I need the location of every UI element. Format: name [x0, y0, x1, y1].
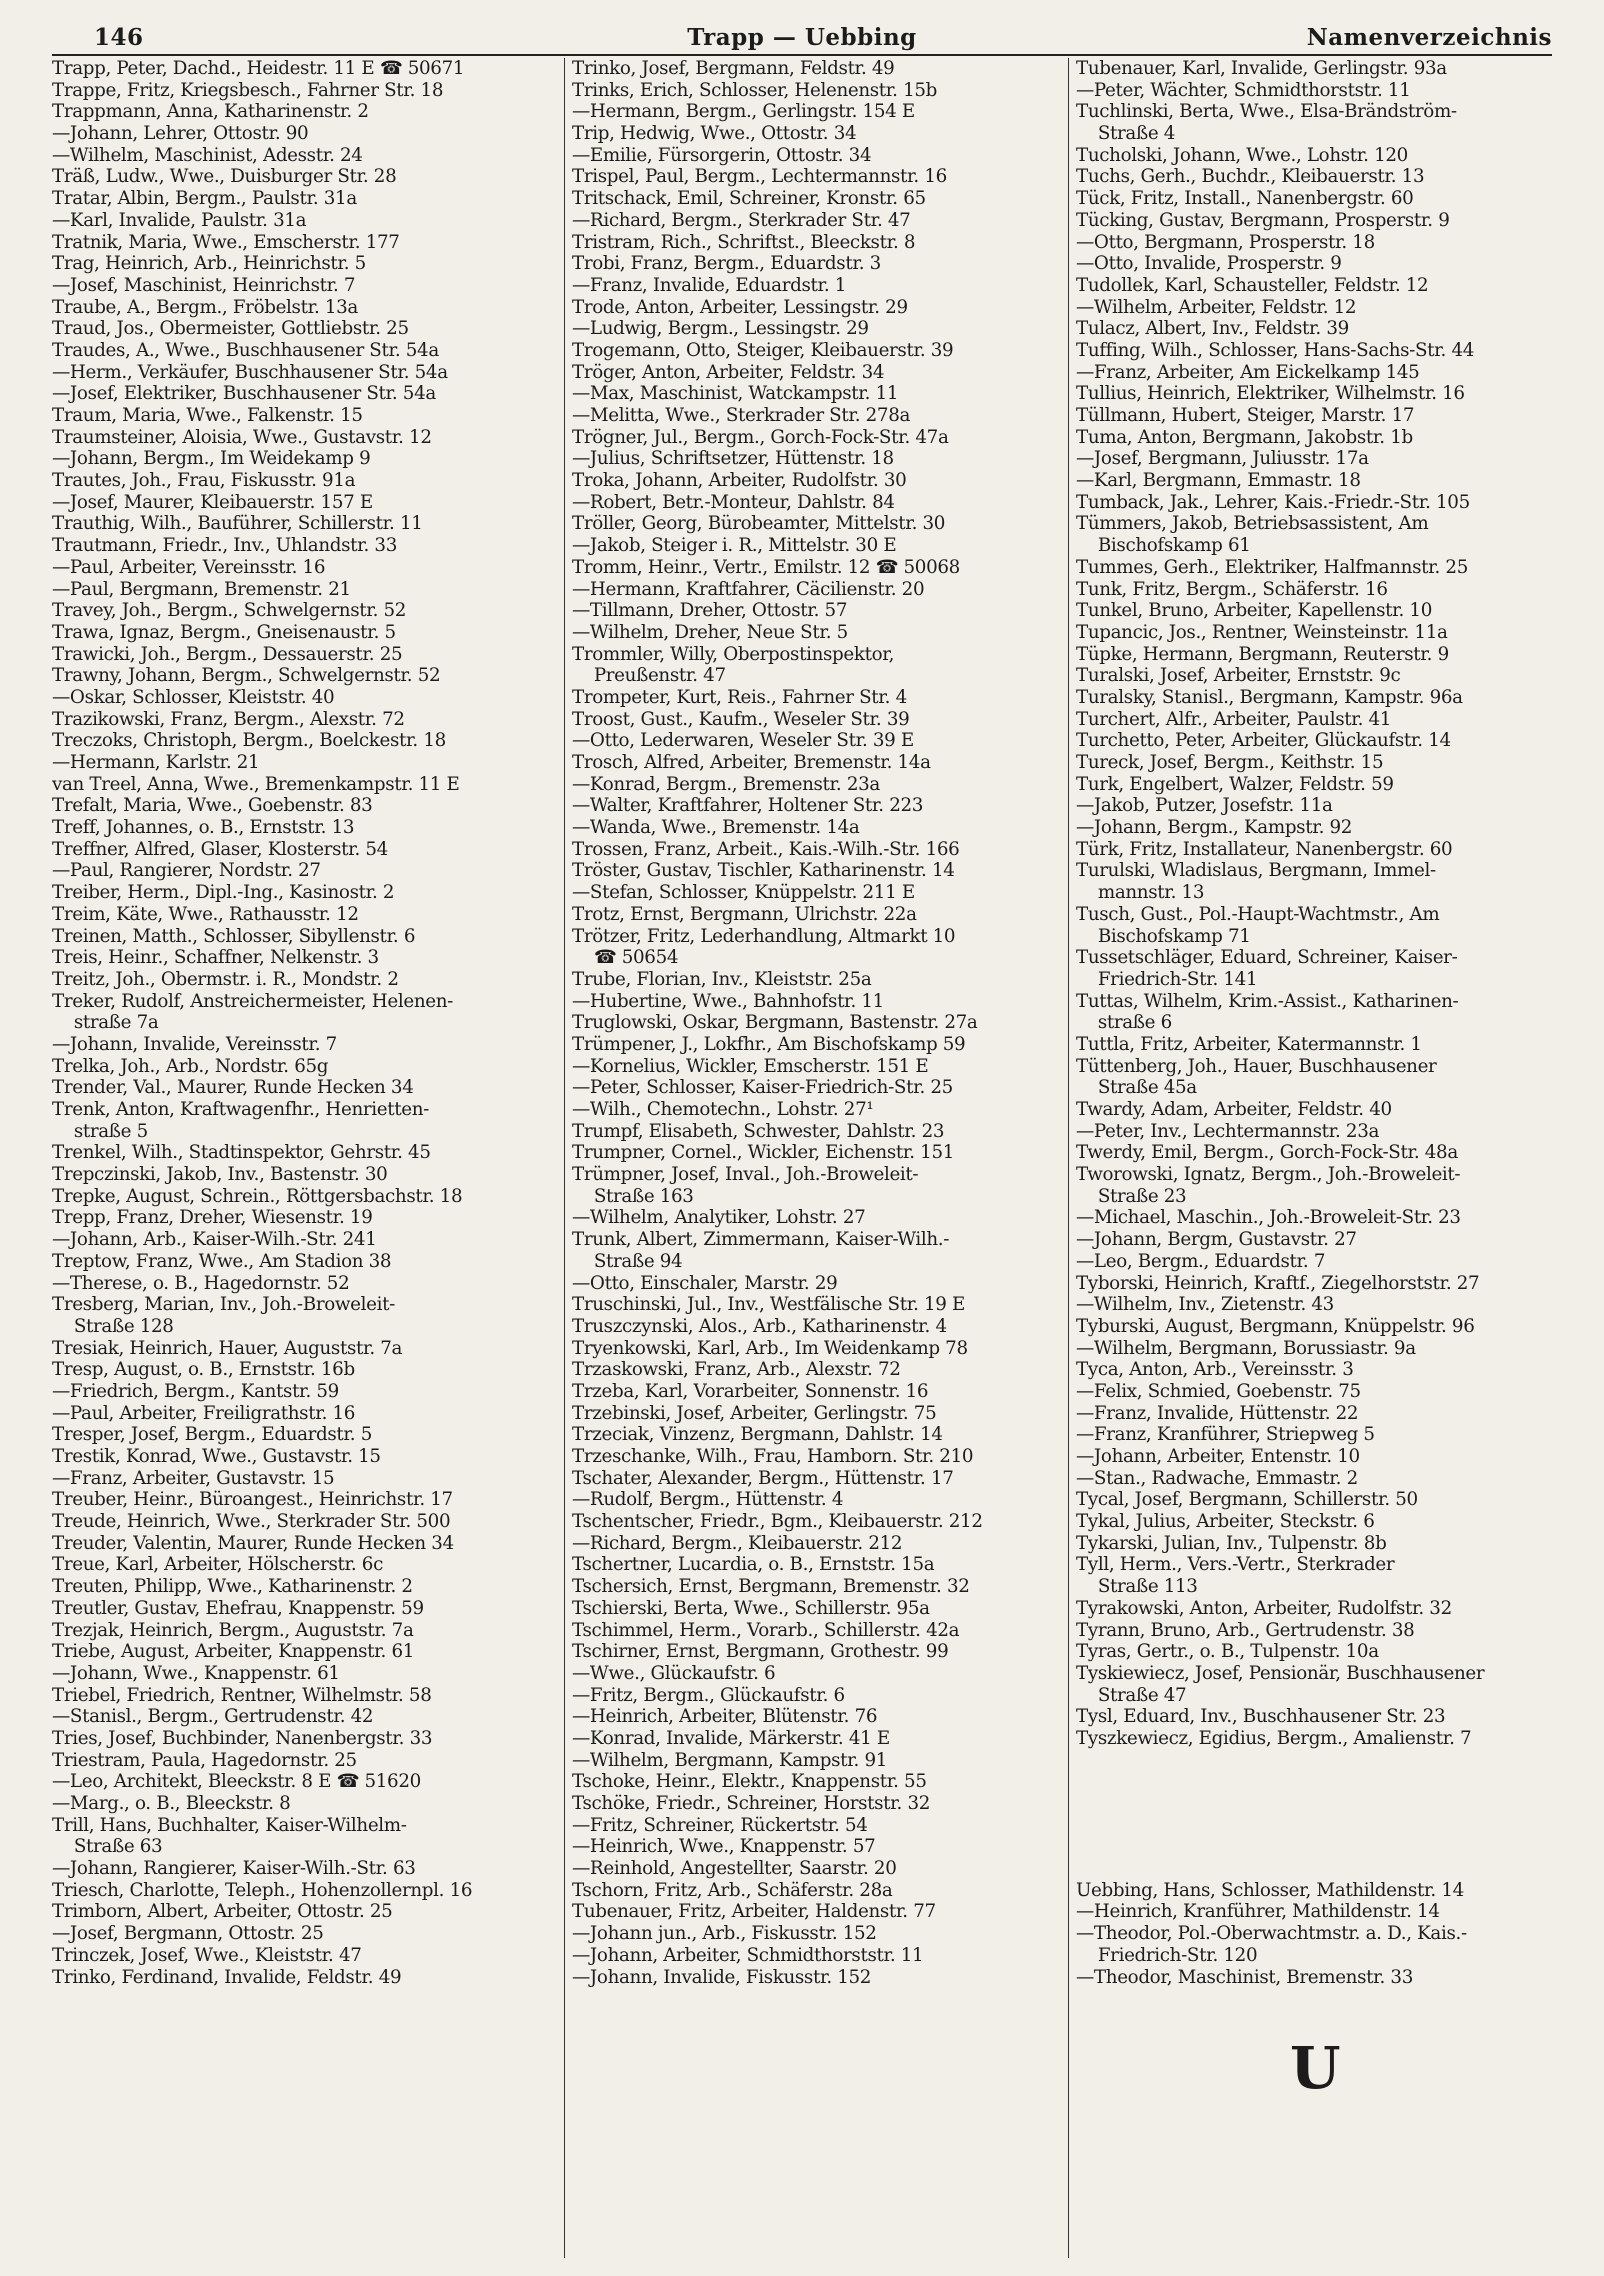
directory-entry: —Hermann, Kraftfahrer, Cäcilienstr. 20: [572, 578, 925, 600]
directory-entry: Troost, Gust., Kaufm., Weseler Str. 39: [572, 708, 910, 730]
directory-entry: van Treel, Anna, Wwe., Bremenkampstr. 11 E: [52, 773, 460, 795]
directory-entry: Straße 4: [1076, 123, 1176, 145]
directory-entry: Tuma, Anton, Bergmann, Jakobstr. 1b: [1076, 426, 1413, 448]
directory-entry: Triebel, Friedrich, Rentner, Wilhelmstr. 58: [52, 1684, 432, 1706]
directory-entry: Trzeba, Karl, Vorarbeiter, Sonnenstr. 16: [572, 1380, 929, 1402]
directory-entry: Trumpner, Cornel., Wickler, Eichenstr. 151: [572, 1142, 955, 1164]
directory-entry: Tysl, Eduard, Inv., Buschhausener Str. 23: [1076, 1706, 1446, 1728]
directory-entry: —Wilhelm, Analytiker, Lohstr. 27: [572, 1207, 866, 1229]
directory-entry: Tykarski, Julian, Inv., Tulpenstr. 8b: [1076, 1532, 1387, 1554]
directory-entry: Trestik, Konrad, Wwe., Gustavstr. 15: [52, 1446, 381, 1467]
directory-entry: Treude, Heinrich, Wwe., Sterkrader Str. 500: [52, 1511, 451, 1533]
directory-entry: Tüpke, Hermann, Bergmann, Reuterstr. 9: [1076, 643, 1449, 665]
directory-entry: Treffner, Alfred, Glaser, Klosterstr. 54: [52, 838, 388, 860]
directory-entry: —Heinrich, Arbeiter, Blütenstr. 76: [572, 1706, 878, 1728]
directory-entry: Trötzer, Fritz, Lederhandlung, Altmarkt 10: [572, 925, 956, 947]
directory-entry: —Wilh., Chemotechn., Lohstr. 27¹: [572, 1099, 874, 1120]
directory-entry: —Johann, Invalide, Vereinsstr. 7: [52, 1033, 337, 1055]
entries-column-2: [572, 58, 1086, 2268]
directory-entry: Tyszkewiecz, Egidius, Bergm., Amalienstr. 7: [1076, 1727, 1472, 1749]
directory-entry: —Franz, Arbeiter, Am Eickelkamp 145: [1076, 361, 1420, 383]
directory-entry: Turalsky, Stanisl., Bergmann, Kampstr. 96a: [1076, 686, 1463, 708]
directory-entry: Straße 113: [1076, 1576, 1198, 1598]
directory-entry: Turchetto, Peter, Arbeiter, Glückaufstr. 14: [1076, 730, 1451, 752]
directory-entry: Treue, Karl, Arbeiter, Hölscherstr. 6c: [52, 1554, 383, 1576]
directory-entry: —Otto, Invalide, Prosperstr. 9: [1076, 253, 1342, 275]
directory-entry: —Hermann, Karlstr. 21: [52, 752, 260, 773]
directory-entry: Straße 163: [572, 1185, 694, 1207]
directory-entry: Tyrakowski, Anton, Arbeiter, Rudolfstr. 32: [1076, 1597, 1452, 1619]
directory-entry: Trelka, Joh., Arb., Nordstr. 65g: [52, 1055, 329, 1077]
directory-entry: Tyburski, August, Bergmann, Knüppelstr. 96: [1076, 1315, 1475, 1337]
directory-entry: Trepczinski, Jakob, Inv., Bastenstr. 30: [52, 1164, 388, 1186]
directory-entry: Tusch, Gust., Pol.-Haupt-Wachtmstr., Am: [1076, 903, 1440, 925]
directory-entry: Tschersich, Ernst, Bergmann, Bremenstr. 32: [572, 1576, 970, 1598]
directory-entry: —Johann, Bergm., Im Weidekamp 9: [52, 448, 371, 470]
directory-entry: Tschirner, Ernst, Bergmann, Grothestr. 99: [572, 1641, 949, 1663]
directory-entry: straße 5: [52, 1120, 148, 1142]
directory-entry: —Kornelius, Wickler, Emscherstr. 151 E: [572, 1055, 929, 1077]
directory-entry: Tromm, Heinr., Vertr., Emilstr. 12 ☎ 50068: [572, 556, 960, 578]
directory-entry: Trawa, Ignaz, Bergm., Gneisenaustr. 5: [52, 621, 396, 643]
directory-entry: Treker, Rudolf, Anstreichermeister, Helenen-: [52, 990, 453, 1012]
directory-entry: —Tillmann, Dreher, Ottostr. 57: [572, 600, 848, 622]
directory-entry: —Max, Maschinist, Watckampstr. 11: [572, 383, 899, 405]
directory-entry: Truszczynski, Alos., Arb., Katharinenstr. 4: [572, 1315, 947, 1337]
directory-entry: —Hubertine, Wwe., Bahnhofstr. 11: [572, 990, 884, 1012]
directory-entry: Trefalt, Maria, Wwe., Goebenstr. 83: [52, 795, 373, 817]
directory-entry: Truschinski, Jul., Inv., Westfälische Str. 19 E: [572, 1294, 966, 1316]
directory-entry: —Fritz, Schreiner, Rückertstr. 54: [572, 1814, 868, 1836]
directory-entry: —Marg., o. B., Bleeckstr. 8: [52, 1793, 291, 1814]
directory-entry: Travey, Joh., Bergm., Schwelgernstr. 52: [52, 600, 407, 622]
directory-entry: Trautes, Joh., Frau, Fiskusstr. 91a: [52, 470, 356, 492]
directory-entry: Trispel, Paul, Bergm., Lechtermannstr. 16: [572, 166, 947, 188]
directory-entry: Treiber, Herm., Dipl.-Ing., Kasinostr. 2: [52, 882, 395, 904]
directory-entry: Tunk, Fritz, Bergm., Schäferstr. 16: [1076, 578, 1388, 600]
directory-entry: Tresiak, Heinrich, Hauer, Auguststr. 7a: [52, 1337, 403, 1359]
directory-entry: Tyskiewiecz, Josef, Pensionär, Buschhausener: [1076, 1662, 1485, 1684]
directory-entry: —Robert, Betr.-Monteur, Dahlstr. 84: [572, 491, 895, 513]
directory-entry: Tyras, Gertr., o. B., Tulpenstr. 10a: [1076, 1641, 1379, 1663]
directory-entry: Treim, Käte, Wwe., Rathausstr. 12: [52, 903, 359, 925]
directory-entry: Tüttenberg, Joh., Hauer, Buschhausener: [1076, 1055, 1437, 1077]
directory-entry: Treptow, Franz, Wwe., Am Stadion 38: [52, 1250, 392, 1272]
directory-entry: Friedrich-Str. 120: [1076, 1944, 1258, 1966]
directory-entry: Trenkel, Wilh., Stadtinspektor, Gehrstr. 45: [52, 1142, 431, 1164]
directory-entry: Tschierski, Berta, Wwe., Schillerstr. 95a: [572, 1597, 930, 1619]
directory-entry: —Konrad, Invalide, Märkerstr. 41 E: [572, 1727, 890, 1749]
directory-entry: —Johann, Invalide, Fiskusstr. 152: [572, 1966, 872, 1988]
directory-entry: —Walter, Kraftfahrer, Holtener Str. 223: [572, 795, 924, 817]
directory-entry: Trawicki, Joh., Bergm., Dessauerstr. 25: [52, 643, 403, 665]
directory-entry: Bischofskamp 61: [1076, 535, 1251, 557]
directory-entry: —Paul, Arbeiter, Vereinsstr. 16: [52, 556, 326, 578]
directory-entry: —Paul, Arbeiter, Freiligrathstr. 16: [52, 1402, 356, 1424]
directory-entry: Tumback, Jak., Lehrer, Kais.-Friedr.-Str. 105: [1076, 491, 1470, 513]
directory-entry: Tüllmann, Hubert, Steiger, Marstr. 17: [1076, 405, 1415, 426]
directory-entry: Trompeter, Kurt, Reis., Fahrner Str. 4: [572, 686, 907, 708]
directory-entry: Trappmann, Anna, Katharinenstr. 2: [52, 101, 369, 123]
directory-entry: —Oskar, Schlosser, Kleiststr. 40: [52, 686, 335, 708]
directory-entry: —Paul, Rangierer, Nordstr. 27: [52, 860, 321, 882]
directory-entry: Trümpner, Josef, Inval., Joh.-Broweleit-: [572, 1164, 919, 1186]
directory-entry: Triesch, Charlotte, Teleph., Hohenzollernpl. 16: [52, 1879, 473, 1901]
directory-entry: Preußenstr. 47: [572, 665, 726, 687]
directory-entry: Tschöke, Friedr., Schreiner, Horststr. 32: [572, 1793, 931, 1814]
directory-entry: Turulski, Wladislaus, Bergmann, Immel-: [1076, 860, 1436, 882]
directory-entry: —Theodor, Maschinist, Bremenstr. 33: [1076, 1966, 1413, 1988]
directory-entry: Tristram, Rich., Schriftst., Bleeckstr. 8: [572, 231, 916, 253]
directory-entry: —Wilhelm, Bergmann, Borussiastr. 9a: [1076, 1337, 1416, 1359]
directory-entry: —Emilie, Fürsorgerin, Ottostr. 34: [572, 144, 872, 166]
directory-entry: ☎ 50654: [572, 947, 679, 969]
directory-entry: Tussetschläger, Eduard, Schreiner, Kaiser-: [1076, 947, 1458, 969]
directory-entry: Tupancic, Jos., Rentner, Weinsteinstr. 11a: [1076, 621, 1448, 643]
header-rule: [52, 54, 1552, 56]
directory-entry: Tucholski, Johann, Wwe., Lohstr. 120: [1076, 144, 1408, 166]
directory-entry: Trögner, Jul., Bergm., Gorch-Fock-Str. 47a: [572, 426, 949, 448]
directory-entry: Trommler, Willy, Oberpostinspektor,: [572, 643, 895, 665]
directory-entry: Tullius, Heinrich, Elektriker, Wilhelmstr. 16: [1076, 383, 1465, 405]
directory-entry: Triestram, Paula, Hagedornstr. 25: [52, 1749, 357, 1771]
directory-entry: Tyrann, Bruno, Arb., Gertrudenstr. 38: [1076, 1619, 1415, 1641]
directory-entry: —Johann, Rangierer, Kaiser-Wilh.-Str. 63: [52, 1858, 416, 1880]
directory-entry: —Peter, Wächter, Schmidthorststr. 11: [1076, 79, 1411, 101]
directory-entry: Treuder, Valentin, Maurer, Runde Hecken 34: [52, 1532, 454, 1554]
directory-entry: —Josef, Bergmann, Ottostr. 25: [52, 1923, 324, 1945]
directory-entry: Trzeschanke, Wilh., Frau, Hamborn. Str. 210: [572, 1446, 974, 1467]
directory-entry: Trepke, August, Schrein., Röttgersbachstr. 18: [52, 1185, 463, 1207]
directory-entry: Trenk, Anton, Kraftwagenfhr., Henrietten-: [52, 1099, 429, 1120]
directory-entry: Trautmann, Friedr., Inv., Uhlandstr. 33: [52, 535, 397, 557]
directory-entry: Turalski, Josef, Arbeiter, Ernststr. 9c: [1076, 665, 1401, 687]
directory-entry: Friedrich-Str. 141: [1076, 968, 1258, 990]
directory-entry: Trepp, Franz, Dreher, Wiesenstr. 19: [52, 1207, 373, 1229]
directory-entry: Straße 47: [1076, 1684, 1187, 1706]
directory-entry: —Otto, Bergmann, Prosperstr. 18: [1076, 231, 1375, 253]
directory-entry: Tubenauer, Fritz, Arbeiter, Haldenstr. 77: [572, 1901, 936, 1923]
directory-entry: Troka, Johann, Arbeiter, Rudolfstr. 30: [572, 470, 907, 492]
directory-entry: Trapp, Peter, Dachd., Heidestr. 11 E ☎ 50671: [52, 58, 465, 79]
directory-entry: —Reinhold, Angestellter, Saarstr. 20: [572, 1858, 897, 1880]
directory-entry: Tuttla, Fritz, Arbeiter, Katermannstr. 1: [1076, 1033, 1422, 1055]
directory-entry: —Herm., Verkäufer, Buschhausener Str. 54a: [52, 361, 448, 383]
directory-entry: Tresper, Josef, Bergm., Eduardstr. 5: [52, 1424, 373, 1446]
directory-entry: —Wilhelm, Maschinist, Adesstr. 24: [52, 144, 363, 166]
directory-entry: Trinko, Josef, Bergmann, Feldstr. 49: [572, 58, 895, 79]
directory-entry: Straße 23: [1076, 1185, 1187, 1207]
directory-entry: Tyborski, Heinrich, Kraftf., Ziegelhorststr. 27: [1076, 1272, 1480, 1294]
directory-entry: —Wanda, Wwe., Bremenstr. 14a: [572, 817, 860, 839]
directory-entry: Trazikowski, Franz, Bergm., Alexstr. 72: [52, 708, 405, 730]
directory-entry: Tuffing, Wilh., Schlosser, Hans-Sachs-Str. 44: [1076, 339, 1475, 361]
directory-entry: Straße 63: [52, 1836, 163, 1858]
directory-entry: Tuchs, Gerh., Buchdr., Kleibauerstr. 13: [1076, 166, 1425, 188]
entries-column-3: [1076, 58, 1554, 2268]
directory-entry: Trezjak, Heinrich, Bergm., Auguststr. 7a: [52, 1619, 414, 1641]
directory-entry: Tuchlinski, Berta, Wwe., Elsa-Brändström-: [1076, 101, 1457, 123]
directory-entry: Straße 94: [572, 1250, 683, 1272]
directory-entry: Tröller, Georg, Bürobeamter, Mittelstr. 30: [572, 513, 946, 535]
directory-entry: —Rudolf, Bergm., Hüttenstr. 4: [572, 1489, 844, 1511]
directory-entry: Tück, Fritz, Install., Nanenbergstr. 60: [1076, 188, 1414, 210]
directory-entry: —Konrad, Bergm., Bremenstr. 23a: [572, 773, 880, 795]
directory-entry: Traud, Jos., Obermeister, Gottliebstr. 25: [52, 318, 409, 340]
directory-entry: Tresberg, Marian, Inv., Joh.-Broweleit-: [52, 1294, 395, 1316]
directory-entry: Tresp, August, o. B., Ernststr. 16b: [52, 1359, 355, 1381]
directory-entry: —Heinrich, Kranführer, Mathildenstr. 14: [1076, 1901, 1440, 1923]
directory-entry: —Leo, Bergm., Eduardstr. 7: [1076, 1250, 1326, 1272]
directory-entry: [1076, 1771, 1554, 1793]
directory-entry: —Jakob, Putzer, Josefstr. 11a: [1076, 795, 1333, 817]
directory-entry: —Ludwig, Bergm., Lessingstr. 29: [572, 318, 869, 340]
directory-entry: —Josef, Bergmann, Juliusstr. 17a: [1076, 448, 1369, 470]
directory-entry: —Otto, Einschaler, Marstr. 29: [572, 1272, 838, 1294]
directory-entry: Tuttas, Wilhelm, Krim.-Assist., Katharinen-: [1076, 990, 1459, 1012]
directory-entry: Trzebinski, Josef, Arbeiter, Gerlingstr. 75: [572, 1402, 937, 1424]
directory-entry: Straße 128: [52, 1315, 174, 1337]
directory-entry: [1076, 1815, 1554, 1837]
directory-entry: Trobi, Franz, Bergm., Eduardstr. 3: [572, 253, 881, 275]
directory-entry: Uebbing, Hans, Schlosser, Mathildenstr. 14: [1076, 1879, 1464, 1901]
directory-entry: mannstr. 13: [1076, 882, 1205, 904]
directory-entry: —Peter, Inv., Lechtermannstr. 23a: [1076, 1120, 1380, 1142]
directory-entry: Tyll, Herm., Vers.-Vertr., Sterkrader: [1076, 1554, 1395, 1576]
directory-entry: —Johann, Arbeiter, Entenstr. 10: [1076, 1446, 1360, 1467]
directory-entry: Trossen, Franz, Arbeit., Kais.-Wilh.-Str. 166: [572, 838, 960, 860]
directory-entry: —Heinrich, Wwe., Knappenstr. 57: [572, 1836, 876, 1858]
directory-entry: Traube, A., Bergm., Fröbelstr. 13a: [52, 296, 358, 318]
directory-entry: Tworowski, Ignatz, Bergm., Joh.-Broweleit-: [1076, 1164, 1461, 1186]
directory-entry: —Wwe., Glückaufstr. 6: [572, 1662, 776, 1684]
directory-entry: Triebe, August, Arbeiter, Knappenstr. 61: [52, 1641, 415, 1663]
directory-entry: Trode, Anton, Arbeiter, Lessingstr. 29: [572, 296, 908, 318]
directory-entry: Tümmers, Jakob, Betriebsassistent, Am: [1076, 513, 1429, 535]
directory-entry: Trogemann, Otto, Steiger, Kleibauerstr. 39: [572, 339, 954, 361]
directory-entry: Trinko, Ferdinand, Invalide, Feldstr. 49: [52, 1966, 402, 1988]
directory-entry: Turk, Engelbert, Walzer, Feldstr. 59: [1076, 773, 1394, 795]
directory-entry: —Wilhelm, Arbeiter, Feldstr. 12: [1076, 296, 1357, 318]
entries-column-1: [52, 58, 566, 2268]
directory-entry: Treuten, Philipp, Wwe., Katharinenstr. 2: [52, 1576, 413, 1598]
directory-entry: —Wilhelm, Bergmann, Kampstr. 91: [572, 1749, 888, 1771]
directory-entry: Turchert, Alfr., Arbeiter, Paulstr. 41: [1076, 708, 1392, 730]
directory-entry: Trill, Hans, Buchhalter, Kaiser-Wilhelm-: [52, 1814, 407, 1836]
directory-entry: Twerdy, Emil, Bergm., Gorch-Fock-Str. 48a: [1076, 1142, 1458, 1164]
directory-entry: Traudes, A., Wwe., Buschhausener Str. 54a: [52, 339, 439, 361]
directory-entry: Tykal, Julius, Arbeiter, Steckstr. 6: [1076, 1511, 1375, 1533]
directory-entry: Trunk, Albert, Zimmermann, Kaiser-Wilh.-: [572, 1229, 950, 1251]
directory-entry: Tschimmel, Herm., Vorarb., Schillerstr. 42a: [572, 1619, 960, 1641]
directory-entry: —Therese, o. B., Hagedornstr. 52: [52, 1272, 350, 1294]
directory-entry: —Theodor, Pol.-Oberwachtmstr. a. D., Kais.-: [1076, 1923, 1467, 1945]
directory-entry: Trimborn, Albert, Arbeiter, Ottostr. 25: [52, 1901, 393, 1923]
directory-entry: —Michael, Maschin., Joh.-Broweleit-Str. 23: [1076, 1207, 1461, 1229]
directory-entry: [1076, 1836, 1554, 1858]
directory-entry: —Melitta, Wwe., Sterkrader Str. 278a: [572, 405, 911, 426]
directory-entry: —Franz, Invalide, Hüttenstr. 22: [1076, 1402, 1359, 1424]
page-range-title: Trapp — Uebbing: [687, 24, 917, 51]
directory-entry: Tschoke, Heinr., Elektr., Knappenstr. 55: [572, 1771, 927, 1793]
directory-entry: —Johann, Bergm., Kampstr. 92: [1076, 817, 1353, 839]
directory-entry: Tubenauer, Karl, Invalide, Gerlingstr. 93a: [1076, 58, 1447, 79]
directory-entry: Trinks, Erich, Schlosser, Helenenstr. 15b: [572, 79, 938, 101]
directory-entry: Treinen, Matth., Schlosser, Sibyllenstr. 6: [52, 925, 416, 947]
directory-entry: —Jakob, Steiger i. R., Mittelstr. 30 E: [572, 535, 897, 557]
directory-entry: Trappe, Fritz, Kriegsbesch., Fahrner Str. 18: [52, 79, 444, 101]
directory-entry: [1076, 1793, 1554, 1815]
directory-entry: Trauthig, Wilh., Bauführer, Schillerstr. 11: [52, 513, 423, 535]
directory-entry: Tritschack, Emil, Schreiner, Kronstr. 65: [572, 188, 926, 210]
directory-entry: Tschentscher, Friedr., Bgm., Kleibauerstr. 212: [572, 1511, 983, 1533]
directory-entry: Trotz, Ernst, Bergmann, Ulrichstr. 22a: [572, 903, 917, 925]
directory-entry: Tries, Josef, Buchbinder, Nanenbergstr. 33: [52, 1727, 433, 1749]
directory-entry: —Leo, Architekt, Bleeckstr. 8 E ☎ 51620: [52, 1771, 421, 1793]
directory-entry: Treutler, Gustav, Ehefrau, Knappenstr. 59: [52, 1597, 424, 1619]
directory-entry: —Stefan, Schlosser, Knüppelstr. 211 E: [572, 882, 915, 904]
directory-entry: —Wilhelm, Dreher, Neue Str. 5: [572, 621, 848, 643]
directory-entry: —Paul, Bergmann, Bremenstr. 21: [52, 578, 351, 600]
directory-entry: Tschater, Alexander, Bergm., Hüttenstr. 17: [572, 1467, 954, 1489]
directory-entry: [1076, 1858, 1554, 1880]
directory-entry: Trinczek, Josef, Wwe., Kleiststr. 47: [52, 1944, 362, 1966]
directory-entry: Treczoks, Christoph, Bergm., Boelckestr. 18: [52, 730, 446, 752]
directory-entry: Trube, Florian, Inv., Kleiststr. 25a: [572, 968, 872, 990]
directory-entry: [1076, 1750, 1554, 1772]
directory-entry: Tunkel, Bruno, Arbeiter, Kapellenstr. 10: [1076, 600, 1432, 622]
directory-entry: Trumpf, Elisabeth, Schwester, Dahlstr. 23: [572, 1120, 945, 1142]
directory-entry: —Johann jun., Arb., Fiskusstr. 152: [572, 1923, 877, 1945]
directory-entry: Truglowski, Oskar, Bergmann, Bastenstr. 27a: [572, 1012, 978, 1034]
directory-entry: —Stanisl., Bergm., Gertrudenstr. 42: [52, 1706, 374, 1728]
directory-entry: —Karl, Bergmann, Emmastr. 18: [1076, 470, 1361, 492]
directory-entry: Treitz, Joh., Obermstr. i. R., Mondstr. 2: [52, 968, 399, 990]
directory-entry: —Peter, Schlosser, Kaiser-Friedrich-Str. 25: [572, 1077, 953, 1099]
directory-entry: —Johann, Arb., Kaiser-Wilh.-Str. 241: [52, 1229, 377, 1251]
section-letter: U: [1290, 2034, 1341, 2102]
directory-entry: —Josef, Elektriker, Buschhausener Str. 54a: [52, 383, 436, 405]
directory-entry: —Friedrich, Bergm., Kantstr. 59: [52, 1380, 339, 1402]
directory-entry: Türk, Fritz, Installateur, Nanenbergstr. 60: [1076, 838, 1453, 860]
directory-entry: Straße 45a: [1076, 1077, 1197, 1099]
directory-entry: straße 6: [1076, 1012, 1172, 1034]
directory-entry: Traumsteiner, Aloisia, Wwe., Gustavstr. 12: [52, 426, 432, 448]
directory-entry: Tycal, Josef, Bergmann, Schillerstr. 50: [1076, 1489, 1418, 1511]
directory-entry: —Johann, Arbeiter, Schmidthorststr. 11: [572, 1944, 924, 1966]
directory-entry: —Franz, Arbeiter, Gustavstr. 15: [52, 1467, 335, 1489]
directory-entry: —Otto, Lederwaren, Weseler Str. 39 E: [572, 730, 914, 752]
directory-entry: —Fritz, Bergm., Glückaufstr. 6: [572, 1684, 845, 1706]
directory-entry: Tummes, Gerh., Elektriker, Halfmannstr. 25: [1076, 556, 1468, 578]
directory-entry: —Richard, Bergm., Sterkrader Str. 47: [572, 209, 911, 231]
section-title: Namenverzeichnis: [1306, 24, 1552, 51]
directory-entry: —Johann, Bergm, Gustavstr. 27: [1076, 1229, 1357, 1251]
directory-entry: —Franz, Kranführer, Striepweg 5: [1076, 1424, 1375, 1446]
directory-entry: —Hermann, Bergm., Gerlingstr. 154 E: [572, 101, 915, 123]
directory-entry: —Richard, Bergm., Kleibauerstr. 212: [572, 1532, 903, 1554]
directory-entry: —Stan., Radwache, Emmastr. 2: [1076, 1467, 1358, 1489]
directory-entry: Tücking, Gustav, Bergmann, Prosperstr. 9: [1076, 209, 1450, 231]
directory-entry: Bischofskamp 71: [1076, 925, 1251, 947]
directory-entry: Tureck, Josef, Bergm., Keithstr. 15: [1076, 752, 1384, 773]
directory-entry: Tschertner, Lucardia, o. B., Ernststr. 15a: [572, 1554, 935, 1576]
directory-entry: Tratar, Albin, Bergm., Paulstr. 31a: [52, 188, 357, 210]
directory-entry: —Josef, Maurer, Kleibauerstr. 157 E: [52, 491, 373, 513]
directory-entry: Trawny, Johann, Bergm., Schwelgernstr. 52: [52, 665, 441, 687]
directory-entry: Träß, Ludw., Wwe., Duisburger Str. 28: [52, 166, 397, 188]
directory-entry: Tulacz, Albert, Inv., Feldstr. 39: [1076, 318, 1349, 340]
directory-entry: Twardy, Adam, Arbeiter, Feldstr. 40: [1076, 1099, 1392, 1120]
directory-entry: Traum, Maria, Wwe., Falkenstr. 15: [52, 405, 363, 426]
directory-entry: Treuber, Heinr., Büroangest., Heinrichstr. 17: [52, 1489, 453, 1511]
directory-entry: Tratnik, Maria, Wwe., Emscherstr. 177: [52, 231, 400, 253]
directory-entry: straße 7a: [52, 1012, 159, 1034]
directory-entry: Treff, Johannes, o. B., Ernststr. 13: [52, 817, 355, 839]
directory-entry: Trip, Hedwig, Wwe., Ottostr. 34: [572, 123, 857, 145]
directory-entry: —Johann, Lehrer, Ottostr. 90: [52, 123, 309, 145]
directory-entry: Tudollek, Karl, Schausteller, Feldstr. 12: [1076, 274, 1429, 296]
directory-entry: Trzaskowski, Franz, Arb., Alexstr. 72: [572, 1359, 901, 1381]
directory-entry: —Wilhelm, Inv., Zietenstr. 43: [1076, 1294, 1334, 1316]
directory-entry: Tröger, Anton, Arbeiter, Feldstr. 34: [572, 361, 885, 383]
directory-entry: Tryenkowski, Karl, Arb., Im Weidenkamp 78: [572, 1337, 968, 1359]
directory-entry: Trümpener, J., Lokfhr., Am Bischofskamp 59: [572, 1033, 966, 1055]
directory-entry: Trender, Val., Maurer, Runde Hecken 34: [52, 1077, 414, 1099]
directory-entry: Tyca, Anton, Arb., Vereinsstr. 3: [1076, 1359, 1354, 1381]
directory-entry: Treis, Heinr., Schaffner, Nelkenstr. 3: [52, 947, 379, 969]
directory-entry: —Felix, Schmied, Goebenstr. 75: [1076, 1380, 1361, 1402]
directory-entry: Tröster, Gustav, Tischler, Katharinenstr. 14: [572, 860, 955, 882]
directory-entry: Trosch, Alfred, Arbeiter, Bremenstr. 14a: [572, 752, 931, 773]
directory-entry: —Julius, Schriftsetzer, Hüttenstr. 18: [572, 448, 894, 470]
directory-entry: —Franz, Invalide, Eduardstr. 1: [572, 274, 847, 296]
directory-entry: —Karl, Invalide, Paulstr. 31a: [52, 209, 307, 231]
directory-entry: Trzeciak, Vinzenz, Bergmann, Dahlstr. 14: [572, 1424, 943, 1446]
directory-entry: Trag, Heinrich, Arb., Heinrichstr. 5: [52, 253, 366, 275]
directory-entry: —Josef, Maschinist, Heinrichstr. 7: [52, 274, 356, 296]
directory-entry: —Johann, Wwe., Knappenstr. 61: [52, 1662, 340, 1684]
page-number: 146: [94, 24, 144, 51]
directory-entry: Tschorn, Fritz, Arb., Schäferstr. 28a: [572, 1879, 893, 1901]
